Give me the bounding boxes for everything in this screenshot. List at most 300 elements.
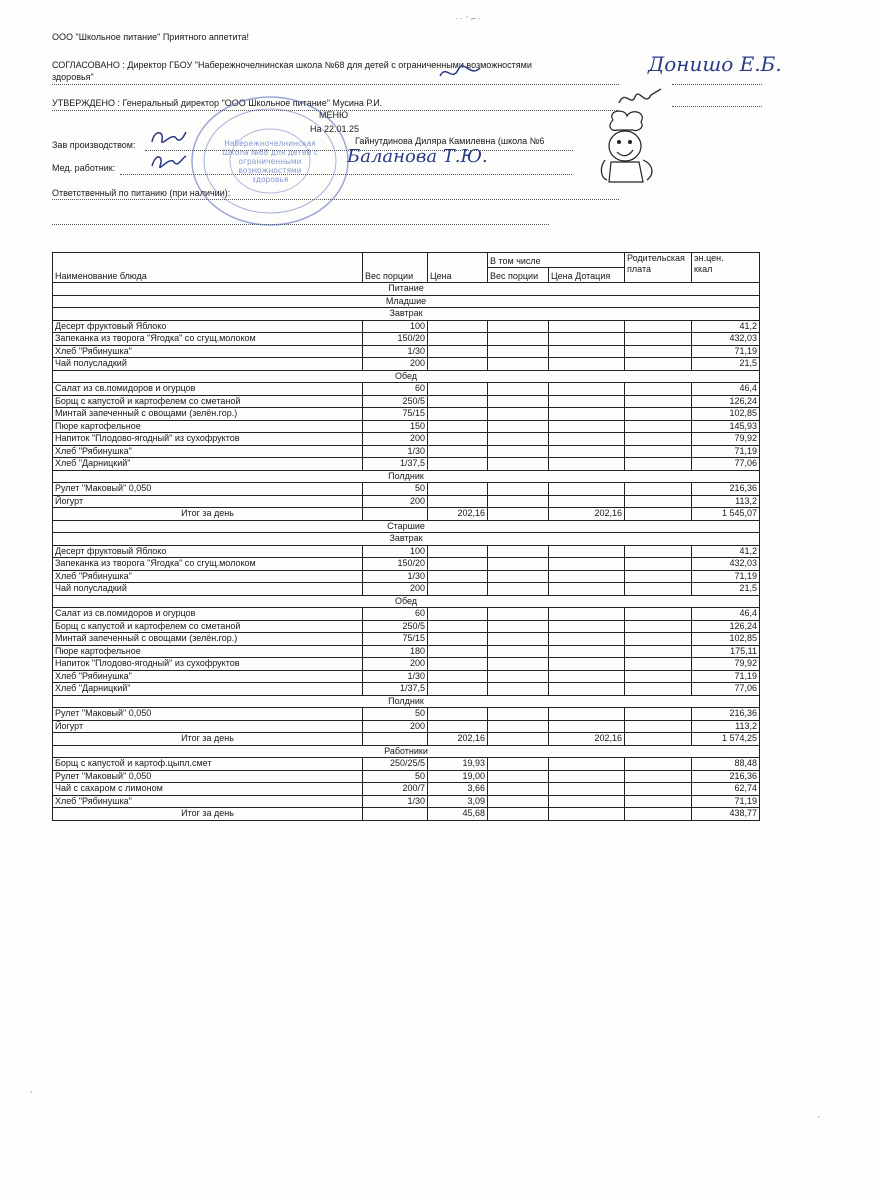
col-header-inc-price: Цена Дотация	[549, 268, 625, 283]
inc-weight	[488, 445, 549, 458]
subsidy-price	[549, 658, 625, 671]
parent-fee	[625, 708, 692, 721]
price	[428, 633, 488, 646]
inc-weight	[488, 608, 549, 621]
inc-weight	[488, 395, 549, 408]
energy-kcal: 438,77	[692, 808, 760, 821]
subsidy-price	[549, 445, 625, 458]
dish-name: Борщ с капустой и картофелем со сметаной	[53, 620, 363, 633]
subsidy-price	[549, 645, 625, 658]
col-header-including: В том числе	[488, 253, 625, 268]
subsidy-price	[549, 495, 625, 508]
parent-fee	[625, 808, 692, 821]
inc-weight	[488, 683, 549, 696]
scan-mark: · · ⁻ ⌐ ·	[455, 14, 481, 23]
inc-weight	[488, 670, 549, 683]
inc-weight	[488, 320, 549, 333]
section-title: Младшие	[53, 295, 760, 308]
table-row	[53, 608, 760, 621]
subsidy-price	[549, 395, 625, 408]
inc-weight	[488, 795, 549, 808]
energy-kcal: 46,4	[692, 383, 760, 396]
price	[428, 558, 488, 571]
section-row	[53, 470, 760, 483]
dish-name: Йогурт	[53, 495, 363, 508]
dish-name: Минтай запеченный с овощами (зелён.гор.)	[53, 408, 363, 421]
inc-weight	[488, 345, 549, 358]
portion-weight	[363, 733, 428, 746]
portion-weight: 250/5	[363, 620, 428, 633]
energy-kcal: 175,11	[692, 645, 760, 658]
subsidy-price	[549, 570, 625, 583]
table-row	[53, 320, 760, 333]
medic-initial-signature-icon	[148, 150, 188, 172]
section-row	[53, 695, 760, 708]
portion-weight: 200	[363, 358, 428, 371]
subsidy-price	[549, 808, 625, 821]
price	[428, 420, 488, 433]
dish-name: Салат из св.помидоров и огурцов	[53, 608, 363, 621]
portion-weight: 1/30	[363, 795, 428, 808]
portion-weight: 200	[363, 583, 428, 596]
parent-fee	[625, 633, 692, 646]
dish-name: Хлеб "Рябинушка"	[53, 670, 363, 683]
energy-kcal: 145,93	[692, 420, 760, 433]
inc-weight	[488, 770, 549, 783]
dish-name: Чай полусладкий	[53, 583, 363, 596]
subsidy-price: 202,16	[549, 508, 625, 521]
inc-weight	[488, 658, 549, 671]
price	[428, 720, 488, 733]
table-row	[53, 770, 760, 783]
subsidy-price	[549, 633, 625, 646]
subsidy-price	[549, 795, 625, 808]
price	[428, 545, 488, 558]
parent-fee	[625, 583, 692, 596]
dish-name: Чай полусладкий	[53, 358, 363, 371]
dish-name: Рулет "Маковый" 0,050	[53, 708, 363, 721]
subsidy-price	[549, 670, 625, 683]
inc-weight	[488, 458, 549, 471]
parent-fee	[625, 795, 692, 808]
portion-weight: 1/30	[363, 570, 428, 583]
portion-weight: 75/15	[363, 633, 428, 646]
energy-kcal: 79,92	[692, 433, 760, 446]
approval-signature-icon	[615, 85, 665, 111]
section-row	[53, 295, 760, 308]
dish-name: Пюре картофельное	[53, 645, 363, 658]
parent-fee	[625, 320, 692, 333]
price	[428, 670, 488, 683]
portion-weight: 50	[363, 770, 428, 783]
scan-mark: ,	[30, 1085, 33, 1094]
table-row	[53, 658, 760, 671]
dish-name: Запеканка из творога "Ягодка" со сгущ.молоком	[53, 558, 363, 571]
table-row	[53, 545, 760, 558]
director-signature: Донишо Е.Б.	[648, 52, 782, 76]
portion-weight: 50	[363, 483, 428, 496]
total-label: Итог за день	[53, 508, 363, 521]
section-title: Завтрак	[53, 308, 760, 321]
parent-fee	[625, 758, 692, 771]
dish-name: Чай с сахаром с лимоном	[53, 783, 363, 796]
col-header-energy: эн.цен. ккал	[692, 253, 760, 283]
total-row	[53, 508, 760, 521]
energy-kcal: 113,2	[692, 720, 760, 733]
inc-weight	[488, 495, 549, 508]
subsidy-price	[549, 708, 625, 721]
section-row	[53, 745, 760, 758]
section-row	[53, 283, 760, 296]
section-row	[53, 595, 760, 608]
chef-logo-icon	[595, 110, 660, 185]
table-row	[53, 795, 760, 808]
subsidy-price	[549, 433, 625, 446]
parent-fee	[625, 358, 692, 371]
company-line: ООО "Школьное питание" Приятного аппетита!	[52, 32, 250, 42]
energy-kcal: 79,92	[692, 658, 760, 671]
stamp-line: здоровья	[251, 175, 289, 184]
portion-weight: 1/37,5	[363, 458, 428, 471]
dish-name: Десерт фруктовый Яблоко	[53, 545, 363, 558]
price	[428, 658, 488, 671]
portion-weight: 50	[363, 708, 428, 721]
table-row	[53, 645, 760, 658]
subsidy-price	[549, 408, 625, 421]
energy-kcal: 216,36	[692, 708, 760, 721]
table-row	[53, 720, 760, 733]
official-stamp-icon	[188, 94, 353, 229]
table-row	[53, 708, 760, 721]
section-title: Питание	[53, 283, 760, 296]
energy-kcal: 88,48	[692, 758, 760, 771]
energy-kcal: 1 545,07	[692, 508, 760, 521]
parent-fee	[625, 670, 692, 683]
col-header-inc-weight: Вес порции	[488, 268, 549, 283]
total-label: Итог за день	[53, 808, 363, 821]
inc-weight	[488, 433, 549, 446]
subsidy-price	[549, 345, 625, 358]
subsidy-price	[549, 583, 625, 596]
portion-weight: 1/30	[363, 445, 428, 458]
inc-weight	[488, 583, 549, 596]
portion-weight: 75/15	[363, 408, 428, 421]
energy-kcal: 102,85	[692, 633, 760, 646]
price	[428, 583, 488, 596]
table-row	[53, 333, 760, 346]
dish-name: Рулет "Маковый" 0,050	[53, 483, 363, 496]
energy-kcal: 77,06	[692, 683, 760, 696]
inc-weight	[488, 733, 549, 746]
energy-kcal: 216,36	[692, 770, 760, 783]
section-row	[53, 520, 760, 533]
price	[428, 408, 488, 421]
table-row	[53, 420, 760, 433]
table-row	[53, 670, 760, 683]
dish-name: Хлеб "Рябинушка"	[53, 445, 363, 458]
subsidy-price	[549, 683, 625, 696]
subsidy-price	[549, 558, 625, 571]
section-title: Работники	[53, 745, 760, 758]
portion-weight: 250/5	[363, 395, 428, 408]
inc-weight	[488, 620, 549, 633]
col-header-price: Цена	[428, 253, 488, 283]
table-row	[53, 458, 760, 471]
inc-weight	[488, 483, 549, 496]
price	[428, 608, 488, 621]
portion-weight: 180	[363, 645, 428, 658]
portion-weight	[363, 808, 428, 821]
table-row	[53, 433, 760, 446]
parent-fee	[625, 383, 692, 396]
portion-weight: 150/20	[363, 333, 428, 346]
price: 3,66	[428, 783, 488, 796]
inc-weight	[488, 408, 549, 421]
portion-weight: 100	[363, 320, 428, 333]
subsidy-price	[549, 783, 625, 796]
table-row	[53, 408, 760, 421]
table-row	[53, 395, 760, 408]
price	[428, 433, 488, 446]
energy-kcal: 41,2	[692, 320, 760, 333]
table-row	[53, 383, 760, 396]
energy-kcal: 126,24	[692, 395, 760, 408]
portion-weight: 250/25/5	[363, 758, 428, 771]
portion-weight: 100	[363, 545, 428, 558]
parent-fee	[625, 608, 692, 621]
dish-name: Йогурт	[53, 720, 363, 733]
parent-fee	[625, 720, 692, 733]
portion-weight: 150	[363, 420, 428, 433]
inc-weight	[488, 633, 549, 646]
energy-kcal: 113,2	[692, 495, 760, 508]
section-row	[53, 308, 760, 321]
subsidy-price	[549, 720, 625, 733]
inc-weight	[488, 783, 549, 796]
price	[428, 320, 488, 333]
table-row	[53, 358, 760, 371]
subsidy-price: 202,16	[549, 733, 625, 746]
parent-fee	[625, 420, 692, 433]
table-row	[53, 495, 760, 508]
energy-kcal: 46,4	[692, 608, 760, 621]
energy-kcal: 21,5	[692, 358, 760, 371]
inc-weight	[488, 508, 549, 521]
inc-weight	[488, 808, 549, 821]
production-label: Зав производством:	[52, 140, 136, 150]
energy-kcal: 71,19	[692, 570, 760, 583]
production-signature-icon	[148, 126, 188, 148]
portion-weight: 200	[363, 433, 428, 446]
dish-name: Салат из св.помидоров и огурцов	[53, 383, 363, 396]
parent-fee	[625, 733, 692, 746]
portion-weight: 1/30	[363, 345, 428, 358]
energy-kcal: 1 574,25	[692, 733, 760, 746]
table-row	[53, 558, 760, 571]
portion-weight	[363, 508, 428, 521]
price	[428, 570, 488, 583]
inc-weight	[488, 358, 549, 371]
parent-fee	[625, 445, 692, 458]
approved-line: УТВЕРЖДЕНО : Генеральный директор "ООО Школьное питание" Мусина Р.И.	[52, 98, 383, 108]
parent-fee	[625, 570, 692, 583]
subsidy-price	[549, 320, 625, 333]
table-header-row	[53, 253, 760, 268]
parent-fee	[625, 620, 692, 633]
parent-fee	[625, 483, 692, 496]
total-row	[53, 733, 760, 746]
inc-weight	[488, 420, 549, 433]
portion-weight: 150/20	[363, 558, 428, 571]
menu-title: МЕНЮ	[319, 110, 349, 120]
responsible-label: Ответственный по питанию (при наличии):	[52, 188, 231, 198]
section-title: Обед	[53, 595, 760, 608]
parent-fee	[625, 783, 692, 796]
subsidy-price	[549, 458, 625, 471]
portion-weight: 60	[363, 608, 428, 621]
subsidy-price	[549, 483, 625, 496]
col-header-weight: Вес порции	[363, 253, 428, 283]
inc-weight	[488, 720, 549, 733]
menu-table	[52, 252, 760, 821]
energy-kcal: 62,74	[692, 783, 760, 796]
parent-fee	[625, 395, 692, 408]
parent-fee	[625, 770, 692, 783]
table-row	[53, 445, 760, 458]
portion-weight: 200	[363, 658, 428, 671]
stamp-line: Школа №68 для детей с	[222, 148, 318, 157]
price	[428, 495, 488, 508]
parent-fee	[625, 683, 692, 696]
energy-kcal: 432,03	[692, 558, 760, 571]
portion-weight: 1/37,5	[363, 683, 428, 696]
section-title: Полдник	[53, 470, 760, 483]
table-row	[53, 758, 760, 771]
dish-name: Напиток "Плодово-ягодный" из сухофруктов	[53, 433, 363, 446]
price: 45,68	[428, 808, 488, 821]
dish-name: Минтай запеченный с овощами (зелён.гор.)	[53, 633, 363, 646]
agreed-line: СОГЛАСОВАНО : Директор ГБОУ "Набережночелнинская школа №68 для детей с ограниченными возможностями	[52, 60, 532, 70]
section-title: Старшие	[53, 520, 760, 533]
portion-weight: 60	[363, 383, 428, 396]
price	[428, 458, 488, 471]
inc-weight	[488, 383, 549, 396]
inc-weight	[488, 558, 549, 571]
energy-kcal: 432,03	[692, 333, 760, 346]
price: 202,16	[428, 508, 488, 521]
dish-name: Борщ с капустой и картофелем со сметаной	[53, 395, 363, 408]
parent-fee	[625, 645, 692, 658]
medic-signature: Баланова Т.Ю.	[347, 146, 488, 167]
dish-name: Десерт фруктовый Яблоко	[53, 320, 363, 333]
price: 19,93	[428, 758, 488, 771]
inc-weight	[488, 645, 549, 658]
portion-weight: 200	[363, 495, 428, 508]
subsidy-price	[549, 333, 625, 346]
table-row	[53, 683, 760, 696]
price	[428, 445, 488, 458]
table-row	[53, 633, 760, 646]
parent-fee	[625, 408, 692, 421]
section-row	[53, 533, 760, 546]
section-title: Полдник	[53, 695, 760, 708]
energy-kcal: 71,19	[692, 670, 760, 683]
parent-fee	[625, 333, 692, 346]
energy-kcal: 71,19	[692, 445, 760, 458]
agreed-line-cont: здоровья"	[52, 72, 94, 82]
price	[428, 383, 488, 396]
parent-fee	[625, 345, 692, 358]
energy-kcal: 41,2	[692, 545, 760, 558]
table-row	[53, 620, 760, 633]
table-row	[53, 583, 760, 596]
price	[428, 708, 488, 721]
price	[428, 483, 488, 496]
portion-weight: 200/7	[363, 783, 428, 796]
total-label: Итог за день	[53, 733, 363, 746]
col-header-parent: Родительская плата	[625, 253, 692, 283]
col-header-name: Наименование блюда	[53, 253, 363, 283]
dish-name: Пюре картофельное	[53, 420, 363, 433]
price: 19,00	[428, 770, 488, 783]
medic-label: Мед. работник:	[52, 163, 116, 173]
signature-scribble-icon	[438, 62, 482, 84]
dish-name: Хлеб "Рябинушка"	[53, 570, 363, 583]
production-name: Гайнутдинова Диляра Камилевна (школа №6	[355, 136, 545, 146]
dish-name: Напиток "Плодово-ягодный" из сухофруктов	[53, 658, 363, 671]
section-row	[53, 370, 760, 383]
parent-fee	[625, 558, 692, 571]
subsidy-price	[549, 383, 625, 396]
price	[428, 333, 488, 346]
energy-kcal: 21,5	[692, 583, 760, 596]
stamp-line: возможностями	[238, 166, 302, 175]
price: 3,09	[428, 795, 488, 808]
energy-kcal: 71,19	[692, 345, 760, 358]
portion-weight: 200	[363, 720, 428, 733]
inc-weight	[488, 570, 549, 583]
parent-fee	[625, 508, 692, 521]
inc-weight	[488, 545, 549, 558]
inc-weight	[488, 758, 549, 771]
dish-name: Хлеб "Дарницкий"	[53, 458, 363, 471]
subsidy-price	[549, 770, 625, 783]
price	[428, 683, 488, 696]
dish-name: Хлеб "Рябинушка"	[53, 345, 363, 358]
subsidy-price	[549, 420, 625, 433]
price	[428, 345, 488, 358]
dish-name: Борщ с капустой и картоф.цыпл.смет	[53, 758, 363, 771]
price	[428, 358, 488, 371]
section-title: Завтрак	[53, 533, 760, 546]
table-row	[53, 570, 760, 583]
energy-kcal: 216,36	[692, 483, 760, 496]
price: 202,16	[428, 733, 488, 746]
parent-fee	[625, 458, 692, 471]
energy-kcal: 71,19	[692, 795, 760, 808]
stamp-line: ограниченными	[238, 157, 302, 166]
section-title: Обед	[53, 370, 760, 383]
scan-mark: '	[818, 1115, 820, 1124]
dish-name: Хлеб "Рябинушка"	[53, 795, 363, 808]
parent-fee	[625, 658, 692, 671]
dish-name: Запеканка из творога "Ягодка" со сгущ.молоком	[53, 333, 363, 346]
energy-kcal: 77,06	[692, 458, 760, 471]
stamp-line: Набережночелнинская	[224, 139, 316, 148]
price	[428, 645, 488, 658]
parent-fee	[625, 495, 692, 508]
price	[428, 395, 488, 408]
